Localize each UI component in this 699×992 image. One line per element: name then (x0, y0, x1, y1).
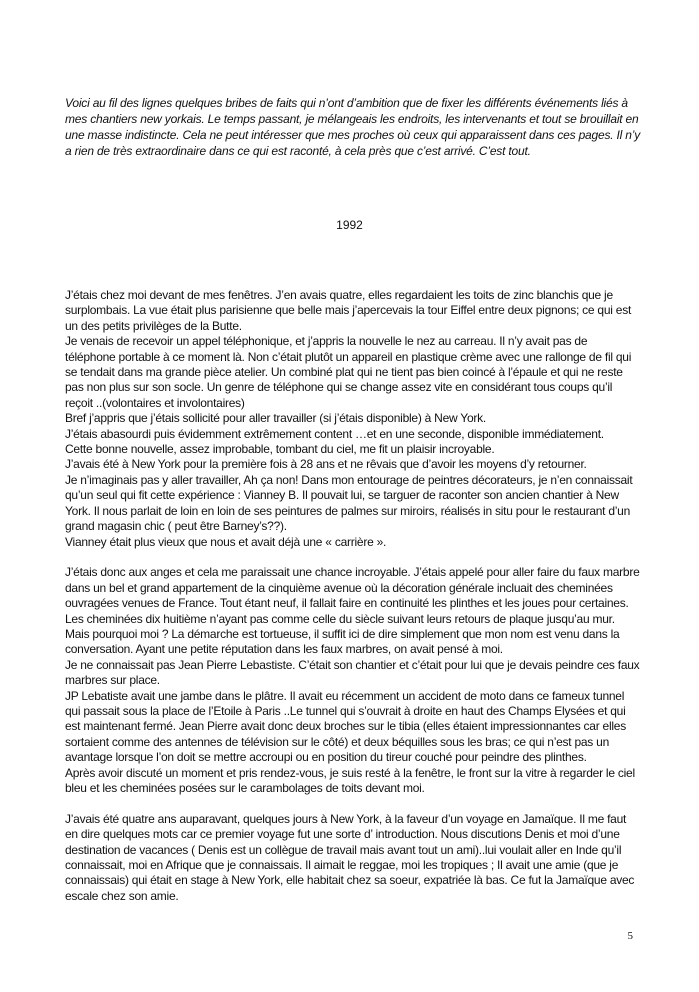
body-paragraph: Cette bonne nouvelle, assez improbable, tombant du ciel, me fit un plaisir incroyable. (65, 442, 495, 457)
body-paragraph: Je venais de recevoir un appel téléphonique, et j’appris la nouvelle le nez au carreau. Il n’y avait pas de téléphone portable à ce moment là. Non c’était plutôt un appareil en plastique crème avec une rallonge de fil qui se tendait dans ma grande pièce atelier. Un combiné plat qui ne tient pas bien coincé à l’épaule et qui ne reste pas non plus sur son socle. Un genre de téléphone qui se change assez vite en considérant tous coups qu’il reçoit ..(volontaires et involontaires) (65, 334, 632, 410)
intro-paragraph: Voici au fil des lignes quelques bribes de faits qui n’ont d’ambition que de fixer les différents événements liés à mes chantiers new yorkais. Le temps passant, je mélangeais les endroits, les intervenants et tout se brouillait en une masse indistincte. Cela ne peut intéresser que mes proches où ceux qui apparaissent dans ces pages. Il n’y a rien de très extraordinaire dans ce qui est raconté, à cela près que c’est arrivé. C’est tout. (65, 96, 641, 158)
body-paragraph: Je ne connaissait pas Jean Pierre Lebastiste. C’était son chantier et c’était pour lui que je devais peindre ces faux marbres sur place. (65, 657, 640, 688)
body-paragraph: J’avais été à New York pour la première fois à 28 ans et ne rêvais que d’avoir les moyens d’y retourner. (65, 457, 587, 472)
paragraph-gap (65, 796, 640, 811)
body-paragraph: Vianney était plus vieux que nous et avait déjà une « carrière ». (65, 534, 387, 549)
page-number: 5 (627, 930, 633, 942)
paragraph-gap (65, 550, 640, 565)
body-paragraph: J’avais été quatre ans auparavant, quelques jours à New York, à la faveur d’un voyage en Jamaïque. Il me faut en dire quelques mots car ce premier voyage fut une sorte d’ introduction. Nous discutions Denis et moi d’une destination de vacances ( Denis est un collègue de travail mais avant tout un ami)..lui voulait aller en Inde qu’il connaissait, moi en Afrique que je connaissais. Il aimait le reggae, moi les tropiques ; Il avait une amie (que je connaissais) qui était en stage à New York, elle habitait chez sa soeur, expatriée là bas. Ce fut la Jamaïque avec escale chez son amie. (65, 811, 635, 903)
body-paragraph: Après avoir discuté un moment et pris rendez-vous, je suis resté à la fenêtre, le front sur la vitre à regarder le ciel bleu et les cheminées posées sur le carambolages de toits devant moi. (65, 765, 635, 795)
body-paragraph: JP Lebatiste avait une jambe dans le plâtre. Il avait eu récemment un accident de moto dans ce fameux tunnel qui passait sous la place de l’Etoile à Paris ..Le tunnel qui s’ouvrait à droite en haut des Champs Elysées et qui est maintenant fermé. Jean Pierre avait donc deux broches sur le tibia (elles étaient impressionnantes car elles sortaient comme des antennes de télévision sur le côté) et deux béquilles sous les bras; ce qui n’est pas un avantage lorsque l’on doit se mettre accroupi ou en position du tireur couché pour peindre des plinthes. (65, 688, 626, 765)
body-paragraph: J’étais abasourdi puis évidemment extrêmement content …et en une seconde, disponible immédiatement. (65, 426, 604, 441)
body-paragraph: J’étais chez moi devant de mes fenêtres. J’en avais quatre, elles regardaient les toits de zinc blanchis que je surplombais. La vue était plus parisienne que belle mais j’apercevais la tour Eiffel entre deux pignons; ce qui est un des petits privilèges de la Butte. (65, 288, 632, 333)
body-text (65, 288, 640, 904)
body-paragraph: J’étais donc aux anges et cela me paraissait une chance incroyable. J’étais appelé pour aller faire du faux marbre dans un bel et grand appartement de la cinquième avenue où la décoration générale incluait des cheminées ouvragées venues de France. Tout étant neuf, il fallait faire en continuité les plinthes et les joues pour certaines. Les cheminées dix huitième n’ayant pas comme celle du siècle suivant leurs retours de plaque jusqu’au mur. Mais pourquoi moi ? La démarche est tortueuse, il suffit ici de dire simplement que mon nom est venu dans la conversation. Ayant une petite réputation dans les faux marbres, on avait pensé à moi. (65, 565, 640, 657)
body-paragraph: Bref j’appris que j’étais sollicité pour aller travailler (si j’étais disponible) à New York. (65, 411, 486, 426)
section-year-heading: 1992 (336, 218, 363, 232)
body-paragraph: Je n’imaginais pas y aller travailler, Ah ça non! Dans mon entourage de peintres décorateurs, je n’en connaissait qu’un seul qui fit cette expérience : Vianney B. Il pouvait lui, se targuer de raconter son ancien chantier à New York. Il nous parlait de loin en loin de ses peintures de palmes sur miroirs, réalisés in situ pour le restaurant d’un grand magasin chic ( peut être Barney’s??). (65, 472, 633, 534)
